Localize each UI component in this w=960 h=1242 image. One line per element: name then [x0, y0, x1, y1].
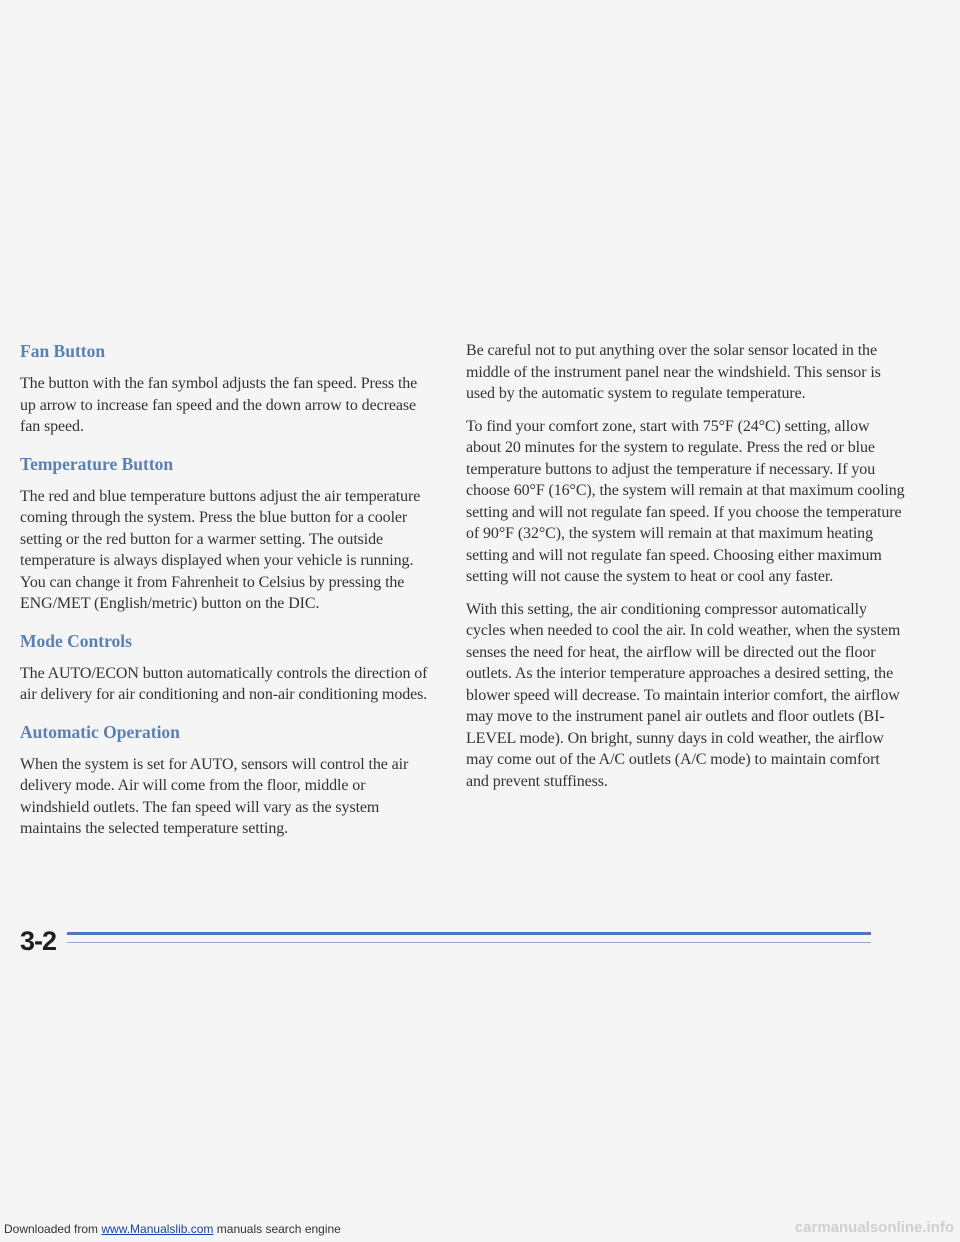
comfort-zone-paragraph: To find your comfort zone, start with 75°F (24°C) setting, allow about 20 minutes for the system to regulate. Press the red or blue temperature buttons to adjust the temperature if necessary. If you choose 60°F (16°C), the system will remain at that maximum cooling setting and will not regulate fan speed. If you choose the temperature of 90°F (32°C), the system will remain at that maximum heating setting and will not regulate fan speed. Choosing either maximum setting will not cause the system to heat or cool any faster.	[466, 417, 905, 585]
manualslib-link[interactable]: www.Manualslib.com	[101, 1222, 214, 1236]
download-footer	[4, 1222, 341, 1236]
watermark: carmanualsonline.info	[794, 1219, 954, 1236]
mode-controls-heading: Mode Controls	[20, 630, 132, 651]
temperature-button-paragraph: The red and blue temperature buttons adjust the air temperature coming through the system. Press the blue button for a cooler setting or the red button for a warmer setting. The outside temperature is always displayed when your vehicle is running. You can change it from Fahrenheit to Celsius by pressing the ENG/MET (English/metric) button on the DIC.	[20, 487, 421, 612]
solar-sensor-paragraph: Be careful not to put anything over the solar sensor located in the middle of the instrument panel near the windshield. This sensor is used by the automatic system to regulate temperature.	[466, 342, 881, 402]
footer-prefix: Downloaded from	[4, 1222, 102, 1236]
automatic-operation-heading: Automatic Operation	[20, 721, 180, 742]
automatic-operation-paragraph: When the system is set for AUTO, sensors will control the air delivery mode. Air will come from the floor, middle or windshield outlets. The fan speed will vary as the system maintains the selected temperature setting.	[20, 755, 409, 837]
compressor-paragraph: With this setting, the air conditioning compressor automatically cycles when needed to cool the air. In cold weather, when the system senses the need for heat, the airflow will be directed out the floor outlets. As the interior temperature approaches a desired setting, the blower speed will decrease. To maintain interior comfort, the airflow may move to the instrument panel air outlets and floor outlets (BI-LEVEL mode). On bright, sunny days in cold weather, the airflow may come out of the A/C outlets (A/C mode) to maintain comfort and prevent stuffiness.	[466, 600, 901, 790]
mode-controls-paragraph: The AUTO/ECON button automatically controls the direction of air delivery for air conditioning and non-air conditioning modes.	[20, 664, 428, 703]
footer-rule-thick	[67, 932, 871, 935]
fan-button-heading: Fan Button	[20, 341, 106, 361]
left-column	[20, 340, 435, 855]
footer-rule-thin	[67, 942, 871, 943]
fan-button-paragraph: The button with the fan symbol adjusts the fan speed. Press the up arrow to increase fan speed and the down arrow to decrease fan speed.	[20, 375, 418, 435]
right-column	[466, 340, 906, 803]
page-number: 3-2	[20, 926, 57, 956]
temperature-button-heading: Temperature Button	[20, 453, 174, 474]
footer-suffix: manuals search engine	[213, 1222, 341, 1236]
